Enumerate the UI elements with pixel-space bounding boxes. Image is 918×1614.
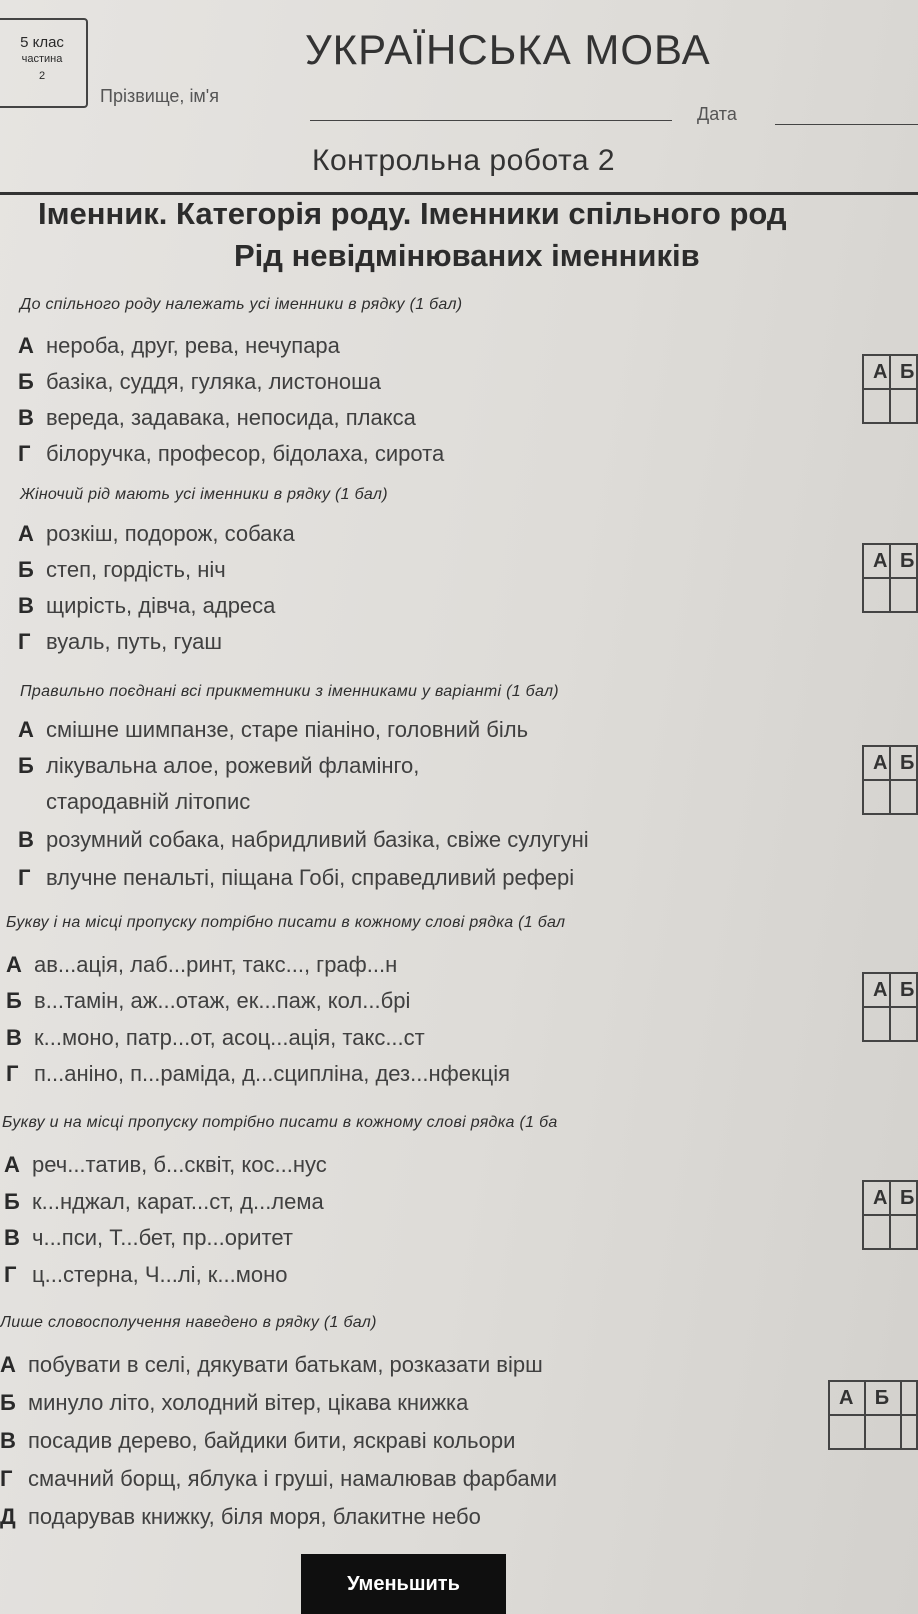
subject-title: УКРАЇНСЬКА МОВА [305,26,711,73]
question-5-option-c: В ч...пси, Т...бет, пр...оритет [4,1225,293,1250]
name-input-line [310,120,672,121]
question-6-option-d: Г смачний борщ, яблука і груші, намалював фарбами [0,1466,558,1491]
question-6-option-b: Б минуло літо, холодний вітер, цікава книжка [0,1390,469,1415]
question-3-option-c: В розумний собака, набридливий базіка, свіже сулугуні [18,827,589,852]
question-3-option-b: Б лікувальна алое, рожевий фламінго, [18,753,420,778]
answer-cell[interactable] [863,578,890,612]
question-2-title: Жіночий рід мають усі іменники в рядку (1 бал) [20,486,388,503]
reduce-button[interactable]: Уменьшить [301,1554,506,1614]
answer-grid-header: Б [890,355,917,389]
question-6-option-a: А побувати в селі, дякувати батькам, розказати вірш [0,1352,543,1377]
date-input-line [775,124,918,125]
date-label: Дата [697,104,737,124]
question-1-option-d: Г білоручка, професор, бідолаха, сирота [18,441,445,466]
answer-cell[interactable] [865,1415,901,1449]
class-badge [0,18,88,108]
question-4-title: Букву і на місці пропуску потрібно писати в кожному слові рядка (1 бал [6,914,566,931]
topic-title-line1: Іменник. Категорія роду. Іменники спільного род [38,196,787,231]
question-6-option-c: В посадив дерево, байдики бити, яскраві кольори [0,1428,516,1453]
question-4-answer-grid [862,972,918,1042]
question-1-title: До спільного роду належать усі іменники в рядку (1 бал) [20,296,463,313]
answer-cell[interactable] [890,780,917,814]
answer-cell[interactable] [863,389,890,423]
answer-cell[interactable] [901,1415,917,1449]
answer-grid-header: А [863,746,890,780]
question-3-answer-grid [862,745,918,815]
question-3-option-b-cont: стародавній літопис [46,789,251,814]
question-2-option-b: Б степ, гордість, ніч [18,557,226,582]
question-3-title: Правильно поєднані всі прикметники з іменниками у варіанті (1 бал) [20,683,559,700]
answer-cell[interactable] [890,578,917,612]
answer-grid-header: А [829,1381,865,1415]
question-2-option-d: Г вуаль, путь, гуаш [18,629,223,654]
question-2-option-c: В щирість, дівча, адреса [18,593,276,618]
answer-grid-header: А [863,973,890,1007]
class-label: 5 клас [20,34,64,51]
answer-cell[interactable] [829,1415,865,1449]
answer-cell[interactable] [890,389,917,423]
answer-grid-header: А [863,544,890,578]
question-4-option-d: Г п...аніно, п...раміда, д...сципліна, дез...нфекція [6,1061,510,1086]
question-1-option-a: А нероба, друг, рева, нечупара [18,333,340,358]
answer-grid-header: Б [890,746,917,780]
question-5-option-d: Г ц...стерна, Ч...лі, к...моно [4,1262,288,1287]
question-1-answer-grid [862,354,918,424]
work-title: Контрольна робота 2 [312,144,616,177]
question-5-option-b: Б к...нджал, карат...ст, д...лема [4,1189,324,1214]
question-3-option-a: А смішне шимпанзе, старе піаніно, головний біль [18,717,529,742]
question-6-answer-grid [828,1380,918,1450]
answer-grid-header: А [863,1181,890,1215]
answer-grid-header: Б [890,544,917,578]
topic-title-line2: Рід невідмінюваних іменників [234,238,700,273]
question-3-option-d: Г влучне пенальті, піщана Гобі, справедливий рефері [18,865,575,890]
answer-grid-header: Б [865,1381,901,1415]
part-label: частина [21,53,63,65]
answer-cell[interactable] [863,1215,890,1249]
part-number: 2 [38,70,46,82]
question-4-option-c: В к...моно, патр...от, асоц...ація, такс...ст [6,1025,425,1050]
answer-cell[interactable] [890,1007,917,1041]
question-4-option-a: А ав...ація, лаб...ринт, такс..., граф...н [6,952,398,977]
answer-grid-header: Б [890,973,917,1007]
question-6-title: Лише словосполучення наведено в рядку (1 бал) [0,1314,377,1331]
answer-cell[interactable] [863,780,890,814]
question-5-title: Букву и на місці пропуску потрібно писати в кожному слові рядка (1 ба [2,1114,558,1131]
answer-grid-header [901,1381,917,1415]
question-6-option-e: Д подарував книжку, біля моря, блакитне небо [0,1504,481,1529]
answer-cell[interactable] [863,1007,890,1041]
question-1-option-c: В вереда, задавака, непосида, плакса [18,405,416,430]
question-4-option-b: Б в...тамін, аж...отаж, ек...паж, кол...брі [6,988,411,1013]
header-divider [0,192,918,195]
answer-cell[interactable] [890,1215,917,1249]
question-5-answer-grid [862,1180,918,1250]
answer-grid-header: Б [890,1181,917,1215]
question-2-option-a: А розкіш, подорож, собака [18,521,295,546]
answer-grid-header: А [863,355,890,389]
question-2-answer-grid [862,543,918,613]
question-1-option-b: Б базіка, суддя, гуляка, листоноша [18,369,382,394]
name-label: Прізвище, ім'я [100,86,219,106]
question-5-option-a: А реч...татив, б...сквіт, кос...нус [4,1152,327,1177]
